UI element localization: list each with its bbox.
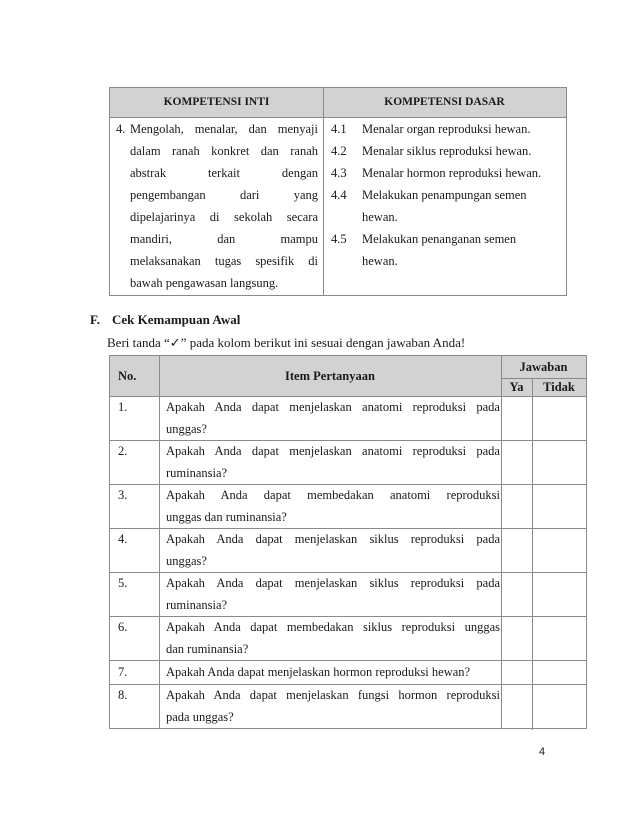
row-number: 5.	[118, 576, 128, 590]
table-row	[110, 528, 586, 572]
header-tidak: Tidak	[543, 380, 575, 394]
kompetensi-inti-line: dipelajarinya di sekolah secara	[130, 210, 318, 224]
table-row	[110, 616, 586, 660]
row-number: 1.	[118, 400, 128, 414]
question-line: pada unggas?	[166, 710, 234, 724]
question-line: Apakah Anda dapat menjelaskan siklus reproduksi pada	[166, 532, 500, 546]
kd-text: Menalar siklus reproduksi hewan.	[362, 144, 532, 158]
table-row	[110, 396, 586, 440]
row-number: 4.	[118, 532, 128, 546]
kd-number: 4.3	[331, 166, 347, 180]
question-line: Apakah Anda dapat menjelaskan anatomi reproduksi pada	[166, 444, 500, 458]
header-item-pertanyaan: Item Pertanyaan	[285, 369, 375, 383]
question-line: unggas?	[166, 554, 207, 568]
questions-table	[109, 355, 587, 729]
section-label: F.	[90, 312, 100, 327]
table-row	[110, 572, 586, 616]
kd-text: Melakukan penanganan semen	[362, 232, 517, 246]
row-number: 8.	[118, 688, 128, 702]
question-line: unggas?	[166, 422, 207, 436]
question-line: dan ruminansia?	[166, 642, 249, 656]
grid-line	[501, 378, 587, 379]
section-title-text: Cek Kemampuan Awal	[112, 312, 241, 327]
column-divider	[323, 88, 324, 295]
question-line: Apakah Anda dapat membedakan anatomi reproduksi	[166, 488, 500, 502]
kd-text: hewan.	[362, 210, 398, 224]
kompetensi-inti-line: abstrak terkait dengan	[130, 166, 318, 180]
kompetensi-inti-line: pengembangan dari yang	[130, 188, 318, 202]
question-line: Apakah Anda dapat menjelaskan fungsi hormon reproduksi	[166, 688, 500, 702]
header-ya: Ya	[509, 380, 524, 394]
kd-text: Menalar hormon reproduksi hewan.	[362, 166, 542, 180]
question-line: Apakah Anda dapat menjelaskan anatomi reproduksi pada	[166, 400, 500, 414]
kompetensi-inti-number: 4.	[116, 122, 126, 136]
table-row	[110, 684, 586, 728]
kompetensi-inti-line: bawah pengawasan langsung.	[130, 276, 279, 290]
header-kompetensi-inti: KOMPETENSI INTI	[163, 96, 270, 108]
row-number: 2.	[118, 444, 128, 458]
table-row	[110, 440, 586, 484]
row-number: 3.	[118, 488, 128, 502]
question-line: Apakah Anda dapat menjelaskan siklus reproduksi pada	[166, 576, 500, 590]
kompetensi-inti-line: melaksanakan tugas spesifik di	[130, 254, 318, 268]
kd-text: hewan.	[362, 254, 398, 268]
kompetensi-inti-line: mandiri, dan mampu	[130, 232, 318, 246]
question-line: Apakah Anda dapat menjelaskan hormon reproduksi hewan?	[166, 665, 471, 679]
header-kompetensi-dasar: KOMPETENSI DASAR	[384, 96, 505, 108]
kd-number: 4.5	[331, 232, 347, 246]
table-row	[110, 484, 586, 528]
header-no: No.	[118, 369, 137, 383]
kd-number: 4.1	[331, 122, 347, 136]
question-line: ruminansia?	[166, 466, 228, 480]
kd-text: Menalar organ reproduksi hewan.	[362, 122, 531, 136]
row-number: 7.	[118, 665, 128, 679]
kd-number: 4.4	[331, 188, 347, 202]
kompetensi-inti-line: Mengolah, menalar, dan menyaji	[130, 122, 318, 136]
table-row	[110, 660, 586, 684]
question-line: ruminansia?	[166, 598, 228, 612]
question-line: unggas dan ruminansia?	[166, 510, 287, 524]
instruction-text: Beri tanda “✓” pada kolom berikut ini sesuai dengan jawaban Anda!	[107, 335, 466, 350]
page-number: 4	[539, 746, 546, 758]
kompetensi-inti-line: dalam ranah konkret dan ranah	[130, 144, 318, 158]
kd-number: 4.2	[331, 144, 347, 158]
kd-text: Melakukan penampungan semen	[362, 188, 527, 202]
row-number: 6.	[118, 620, 128, 634]
section-title	[90, 312, 240, 328]
kompetensi-table	[109, 87, 567, 296]
header-jawaban: Jawaban	[519, 360, 568, 374]
kompetensi-table-header	[110, 88, 566, 118]
question-line: Apakah Anda dapat membedakan siklus reproduksi unggas	[166, 620, 500, 634]
